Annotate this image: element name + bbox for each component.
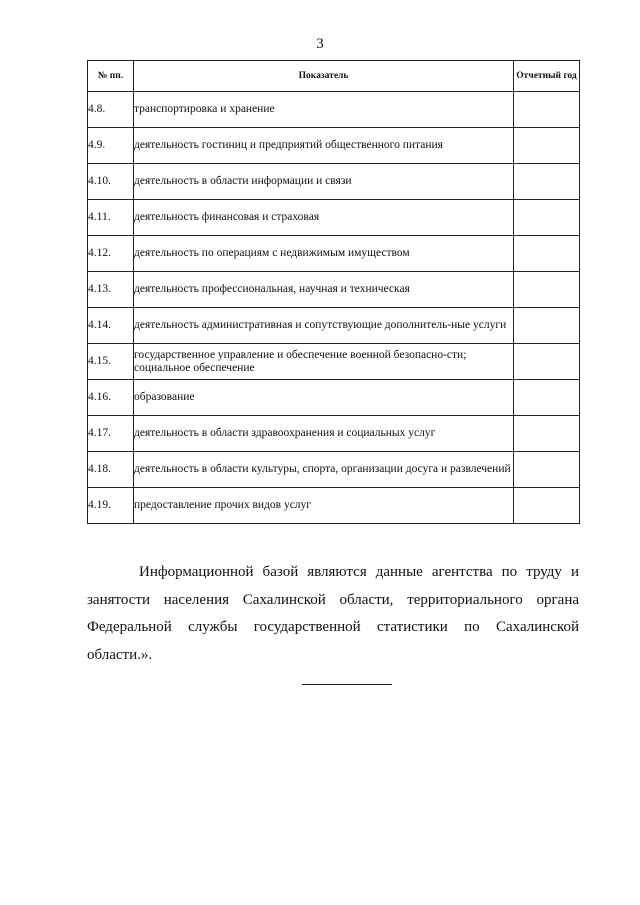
row-year-cell[interactable] (514, 380, 580, 416)
row-year-cell[interactable] (514, 200, 580, 236)
row-indicator: образование (134, 380, 514, 416)
row-indicator: транспортировка и хранение (134, 92, 514, 128)
row-indicator: деятельность профессиональная, научная и техническая (134, 272, 514, 308)
table-row (88, 92, 580, 128)
row-year-cell[interactable] (514, 452, 580, 488)
row-number: 4.10. (88, 164, 134, 200)
row-number: 4.19. (88, 488, 134, 524)
row-number: 4.9. (88, 128, 134, 164)
table-row (88, 128, 580, 164)
row-indicator: деятельность по операциям с недвижимым имуществом (134, 236, 514, 272)
row-indicator: предоставление прочих видов услуг (134, 488, 514, 524)
row-indicator: деятельность в области культуры, спорта, организации досуга и развлечений (134, 452, 514, 488)
row-indicator: деятельность в области информации и связи (134, 164, 514, 200)
table-row (88, 200, 580, 236)
indicators-table (87, 60, 580, 524)
header-year: Отчетный год (514, 61, 580, 92)
row-number: 4.16. (88, 380, 134, 416)
header-num: № пп. (88, 61, 134, 92)
row-number: 4.13. (88, 272, 134, 308)
row-year-cell[interactable] (514, 308, 580, 344)
row-number: 4.14. (88, 308, 134, 344)
row-indicator: деятельность финансовая и страховая (134, 200, 514, 236)
header-indicator: Показатель (134, 61, 514, 92)
table-row (88, 308, 580, 344)
table-row (88, 272, 580, 308)
row-year-cell[interactable] (514, 488, 580, 524)
row-year-cell[interactable] (514, 272, 580, 308)
table-row (88, 236, 580, 272)
row-indicator: деятельность административная и сопутствующие дополнитель-ные услуги (134, 308, 514, 344)
row-year-cell[interactable] (514, 92, 580, 128)
row-year-cell[interactable] (514, 416, 580, 452)
row-number: 4.18. (88, 452, 134, 488)
table-row (88, 416, 580, 452)
row-number: 4.12. (88, 236, 134, 272)
row-number: 4.15. (88, 344, 134, 380)
row-year-cell[interactable] (514, 236, 580, 272)
row-year-cell[interactable] (514, 164, 580, 200)
table-row (88, 380, 580, 416)
row-indicator: деятельность в области здравоохранения и социальных услуг (134, 416, 514, 452)
row-year-cell[interactable] (514, 344, 580, 380)
table-row (88, 488, 580, 524)
row-year-cell[interactable] (514, 128, 580, 164)
table-row (88, 452, 580, 488)
table-row (88, 344, 580, 380)
table-row (88, 164, 580, 200)
table-header-row (88, 61, 580, 92)
row-number: 4.8. (88, 92, 134, 128)
row-number: 4.11. (88, 200, 134, 236)
closing-separator-line (302, 684, 392, 685)
row-number: 4.17. (88, 416, 134, 452)
row-indicator: государственное управление и обеспечение военной безопасно-сти; социальное обеспечение (134, 344, 514, 380)
info-base-paragraph: Информационной базой являются данные агентства по труду и занятости населения Сахалинской области, территориального органа Федеральной службы государственной статистики по Сахалинской области.». (87, 564, 579, 663)
page-number: 3 (316, 36, 324, 52)
row-indicator: деятельность гостиниц и предприятий общественного питания (134, 128, 514, 164)
